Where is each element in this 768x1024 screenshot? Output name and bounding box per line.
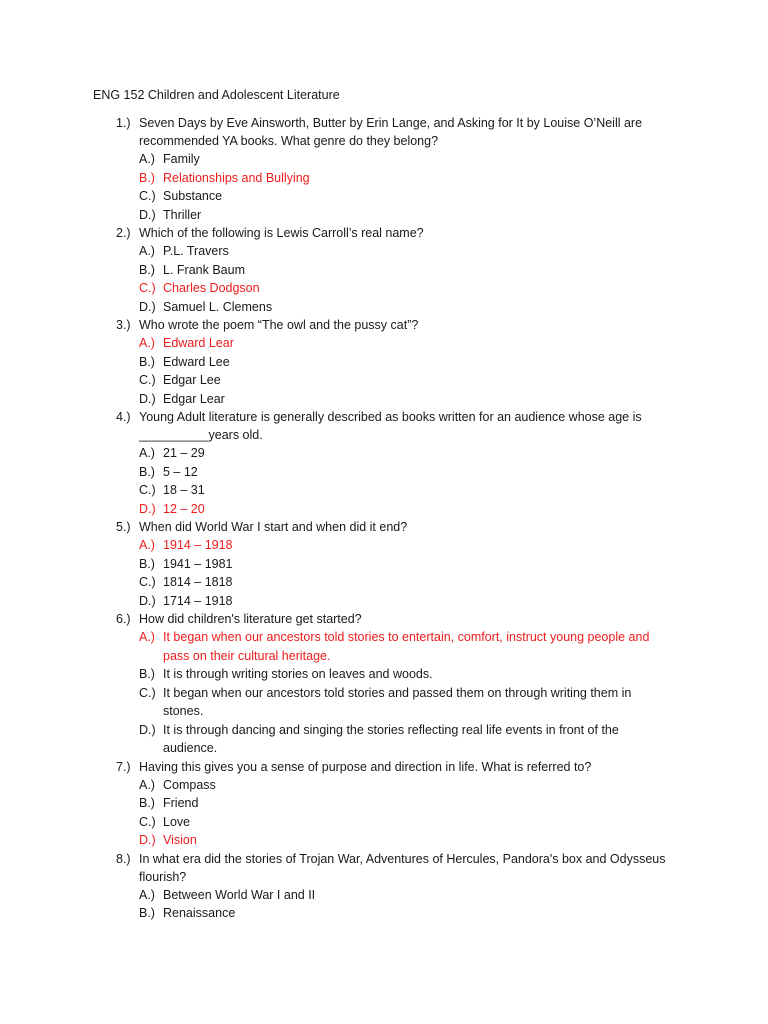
choice-letter: B.): [139, 262, 155, 277]
answer-choices: [0, 444, 768, 518]
answer-choices: [0, 150, 768, 224]
choice-letter: D.): [139, 391, 156, 406]
choice-letter: B.): [139, 796, 155, 810]
answer-choice: [0, 813, 768, 832]
choice-letter: C.): [139, 373, 156, 387]
question-row: [0, 316, 768, 334]
answer-choices: [0, 334, 768, 408]
question-item: [0, 850, 768, 923]
choice-text: 1814 – 1818: [163, 575, 233, 589]
choice-letter: C.): [139, 575, 156, 589]
answer-choice-correct: [0, 628, 768, 665]
question-text: Who wrote the poem “The owl and the pussy cat”?: [139, 318, 419, 332]
answer-choice: [0, 573, 768, 592]
question-number: 8.): [116, 851, 131, 866]
answer-choice: [0, 904, 768, 923]
choice-letter: A.): [139, 152, 155, 166]
answer-choice: [0, 444, 768, 463]
choice-text: 1941 – 1981: [163, 556, 233, 571]
question-row: [0, 610, 768, 628]
choice-text: It began when our ancestors told stories and passed them on through writing them in stones.: [163, 685, 632, 718]
choice-letter: A.): [139, 538, 155, 552]
question-number: 5.): [116, 520, 131, 534]
answer-choice-correct: [0, 536, 768, 555]
answer-choices: [0, 536, 768, 610]
question-number: 2.): [116, 226, 131, 240]
question-text: Seven Days by Eve Ainsworth, Butter by Erin Lange, and Asking for It by Louise O’Neill are recommended YA books. What genre do they belong?: [139, 116, 643, 148]
choice-text: Compass: [163, 777, 216, 792]
choice-letter: C.): [139, 814, 156, 829]
choice-text: Edgar Lee: [163, 373, 221, 387]
question-list: [0, 114, 768, 923]
choice-letter: C.): [139, 189, 156, 203]
choice-text: L. Frank Baum: [163, 262, 245, 277]
question-number: 7.): [116, 759, 131, 774]
question-text: When did World War I start and when did it end?: [139, 520, 408, 534]
question-item: [0, 408, 768, 518]
answer-choice: [0, 242, 768, 261]
choice-text: 1914 – 1918: [163, 538, 233, 552]
answer-choice: [0, 776, 768, 795]
choice-text: Samuel L. Clemens: [163, 299, 273, 314]
choice-letter: D.): [139, 722, 156, 737]
choice-letter: A.): [139, 244, 155, 258]
question-number: 1.): [116, 116, 131, 130]
question-number: 3.): [116, 318, 131, 332]
choice-letter: D.): [139, 593, 156, 608]
choice-text: 1714 – 1918: [163, 593, 233, 608]
choice-letter: A.): [139, 777, 155, 792]
answer-choice: [0, 298, 768, 317]
answer-choices: [0, 242, 768, 316]
answer-choices: [0, 628, 768, 758]
question-number: 6.): [116, 612, 131, 626]
question-row: [0, 224, 768, 242]
question-item: [0, 316, 768, 408]
choice-text: Edgar Lear: [163, 391, 225, 406]
question-text: Young Adult literature is generally described as books written for an audience whose age is __________years old.: [139, 410, 642, 442]
choice-text: Vision: [163, 833, 197, 847]
choice-letter: C.): [139, 483, 156, 497]
question-text: Which of the following is Lewis Carroll’s real name?: [139, 226, 424, 240]
question-item: [0, 518, 768, 610]
choice-letter: A.): [139, 336, 155, 350]
question-text: How did children's literature get started?: [139, 612, 362, 626]
question-row: [0, 114, 768, 150]
choice-letter: B.): [139, 170, 155, 185]
choice-letter: B.): [139, 667, 155, 681]
answer-choice: [0, 684, 768, 721]
answer-choice-correct: [0, 279, 768, 298]
answer-choice: [0, 665, 768, 684]
question-text: In what era did the stories of Trojan War, Adventures of Hercules, Pandora's box and Odysseus flourish?: [139, 851, 666, 884]
question-row: [0, 850, 768, 886]
answer-choice: [0, 390, 768, 409]
choice-text: It began when our ancestors told stories to entertain, comfort, instruct young people and pass on their cultural heritage.: [163, 630, 650, 663]
choice-text: Relationships and Bullying: [163, 170, 310, 185]
answer-choice: [0, 187, 768, 206]
choice-text: P.L. Travers: [163, 244, 229, 258]
choice-letter: A.): [139, 630, 155, 644]
choice-letter: B.): [139, 464, 155, 479]
answer-choice: [0, 592, 768, 611]
answer-choice: [0, 794, 768, 813]
choice-text: Charles Dodgson: [163, 281, 260, 295]
answer-choice-correct: [0, 831, 768, 850]
choice-text: Love: [163, 814, 191, 829]
choice-text: Edward Lee: [163, 354, 230, 369]
choice-text: 21 – 29: [163, 446, 205, 460]
choice-letter: D.): [139, 207, 156, 222]
answer-choice-correct: [0, 169, 768, 188]
choice-letter: D.): [139, 299, 156, 314]
answer-choices: [0, 776, 768, 850]
choice-text: Edward Lear: [163, 336, 234, 350]
choice-text: It is through writing stories on leaves and woods.: [163, 667, 433, 681]
question-text: Having this gives you a sense of purpose and direction in life. What is referred to?: [139, 759, 592, 774]
answer-choice: [0, 353, 768, 372]
choice-text: Friend: [163, 796, 199, 810]
question-row: [0, 408, 768, 444]
answer-choice: [0, 555, 768, 574]
choice-letter: A.): [139, 887, 155, 902]
choice-letter: D.): [139, 501, 156, 516]
choice-text: Thriller: [163, 207, 202, 222]
question-item: [0, 610, 768, 758]
answer-choice: [0, 721, 768, 758]
question-item: [0, 758, 768, 850]
choice-text: Renaissance: [163, 906, 236, 920]
document-title: ENG 152 Children and Adolescent Literature: [93, 88, 340, 102]
choice-letter: B.): [139, 556, 155, 571]
choice-text: 12 – 20: [163, 501, 205, 516]
question-row: [0, 758, 768, 776]
answer-choice: [0, 206, 768, 225]
answer-choice: [0, 261, 768, 280]
choice-text: 5 – 12: [163, 464, 198, 479]
choice-letter: A.): [139, 446, 155, 460]
question-item: [0, 114, 768, 224]
question-number: 4.): [116, 410, 131, 424]
choice-letter: C.): [139, 685, 156, 700]
question-item: [0, 224, 768, 316]
answer-choice-correct: [0, 334, 768, 353]
choice-letter: D.): [139, 833, 156, 847]
answer-choice: [0, 886, 768, 905]
choice-text: Between World War I and II: [163, 887, 316, 902]
answer-choice: [0, 481, 768, 500]
choice-text: Substance: [163, 189, 223, 203]
choice-letter: B.): [139, 354, 155, 369]
answer-choice: [0, 463, 768, 482]
choice-text: Family: [163, 152, 200, 166]
answer-choice: [0, 371, 768, 390]
choice-letter: B.): [139, 906, 155, 920]
question-row: [0, 518, 768, 536]
answer-choice: [0, 150, 768, 169]
choice-letter: C.): [139, 281, 156, 295]
answer-choices: [0, 886, 768, 923]
choice-text: It is through dancing and singing the stories reflecting real life events in front of the audience.: [163, 722, 619, 755]
choice-text: 18 – 31: [163, 483, 205, 497]
answer-choice-correct: [0, 500, 768, 519]
